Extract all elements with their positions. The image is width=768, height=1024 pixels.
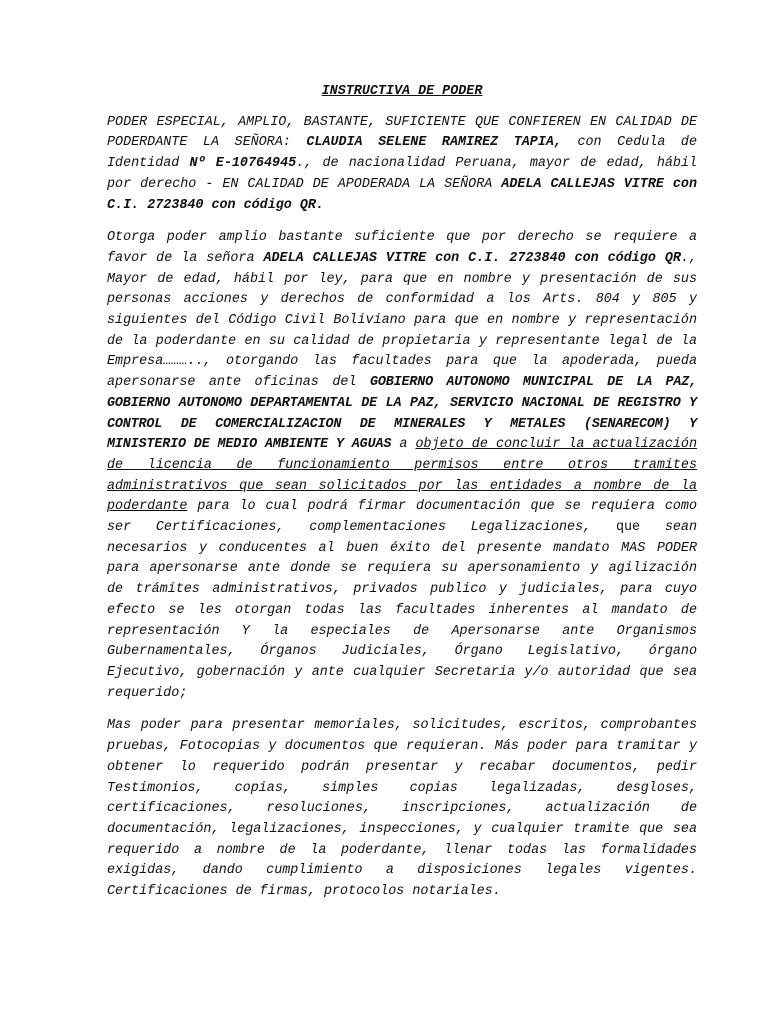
p2-text-3: a bbox=[391, 437, 416, 453]
paragraph-1 bbox=[107, 113, 697, 217]
p2-text-1: Otorga poder amplio bastante suficiente que por derecho se requiere a favor de la señora bbox=[107, 230, 697, 266]
paragraph-3: Mas poder para presentar memoriales, solicitudes, escritos, comprobantes pruebas, Fotocopias y documentos que requieran. Más poder para tramitar y obtener lo requerido podrán presentar y recabar documentos, pedir Testimonios, copias, simples copias legalizadas, desgloses, certificaciones, resoluciones, inscripciones, actualización de documentación, legalizaciones, inspecciones, y cualquier tramite que sea requerido a nombre de la poderdante, llenar todas las formalidades exigidas, dando cumplimiento a disposiciones legales vigentes. Certificaciones de firmas, protocolos notariales. bbox=[107, 718, 697, 900]
p2-text-4: para lo cual podrá firmar documentación que se requiera como ser Certificaciones, complementaciones Legalizaciones, bbox=[107, 499, 697, 536]
p2-text-2: ., Mayor de edad, hábil por ley, para que en nombre y presentación de sus personas acciones y derechos de conformidad a los Arts. 804 y 805 y siguientes del Código Civil Boliviano para que en nombre y representación de la poderdante en su calidad de propietaria y representante legal de la Empresa……….., otorgando las facultades para que la apoderada, pueda apersonarse ante oficinas del bbox=[107, 250, 697, 391]
document-page bbox=[107, 80, 697, 915]
p1-text-3: ., de nacionalidad Peruana, mayor de edad, hábil por derecho - EN CALIDAD DE APODERADA LA SEÑORA bbox=[107, 156, 698, 192]
paragraph-2 bbox=[107, 228, 697, 704]
p2-attorney-name: ADELA CALLEJAS VITRE con C.I. 2723840 con código QR bbox=[263, 250, 681, 266]
p1-attorney-name: ADELA CALLEJAS VITRE con C.I. 2723840 con código QR. bbox=[107, 176, 697, 213]
p1-grantor-name: CLAUDIA SELENE RAMIREZ TAPIA, bbox=[306, 135, 562, 151]
p1-id-number: Nº E-10764945 bbox=[189, 156, 297, 172]
p1-text-1: PODER ESPECIAL, AMPLIO, BASTANTE, SUFICIENTE QUE CONFIEREN EN CALIDAD DE PODERDANTE LA SEÑORA: bbox=[107, 114, 697, 151]
p2-text-5: sean necesarios y conducentes al buen éxito del presente mandato MAS PODER para apersonarse ante donde se requiera su apersonamiento y agilización de trámites administrativos, privados publico y judiciales, para cuyo efecto se les otorgan todas las facultades inherentes al mandato de representación Y la especiales de Apersonarse ante Organismos Gubernamentales, Órganos Judiciales, Órgano Legislativo, órgano Ejecutivo, gobernación y ante cualquier Secretaria y/o autoridad que sea requerido; bbox=[107, 520, 697, 701]
p2-institutions: GOBIERNO AUTONOMO MUNICIPAL DE LA PAZ, GOBIERNO AUTONOMO DEPARTAMENTAL DE LA PAZ, SERVICIO NACIONAL DE REGISTRO Y CONTROL DE COMERCIALIZACION DE MINERALES Y METALES (SENARECOM) Y MINISTERIO DE MEDIO AMBIENTE Y AGUAS bbox=[107, 375, 697, 453]
p2-purpose-underlined: objeto de concluir la actualización de licencia de funcionamiento permisos entre otros tramites administrativos que sean solicitados por las entidades a nombre de la poderdante bbox=[107, 437, 698, 515]
p2-text-que: que bbox=[615, 520, 641, 536]
document-title: INSTRUCTIVA DE PODER bbox=[321, 84, 483, 99]
p1-text-2: con Cedula de Identidad bbox=[107, 135, 697, 172]
